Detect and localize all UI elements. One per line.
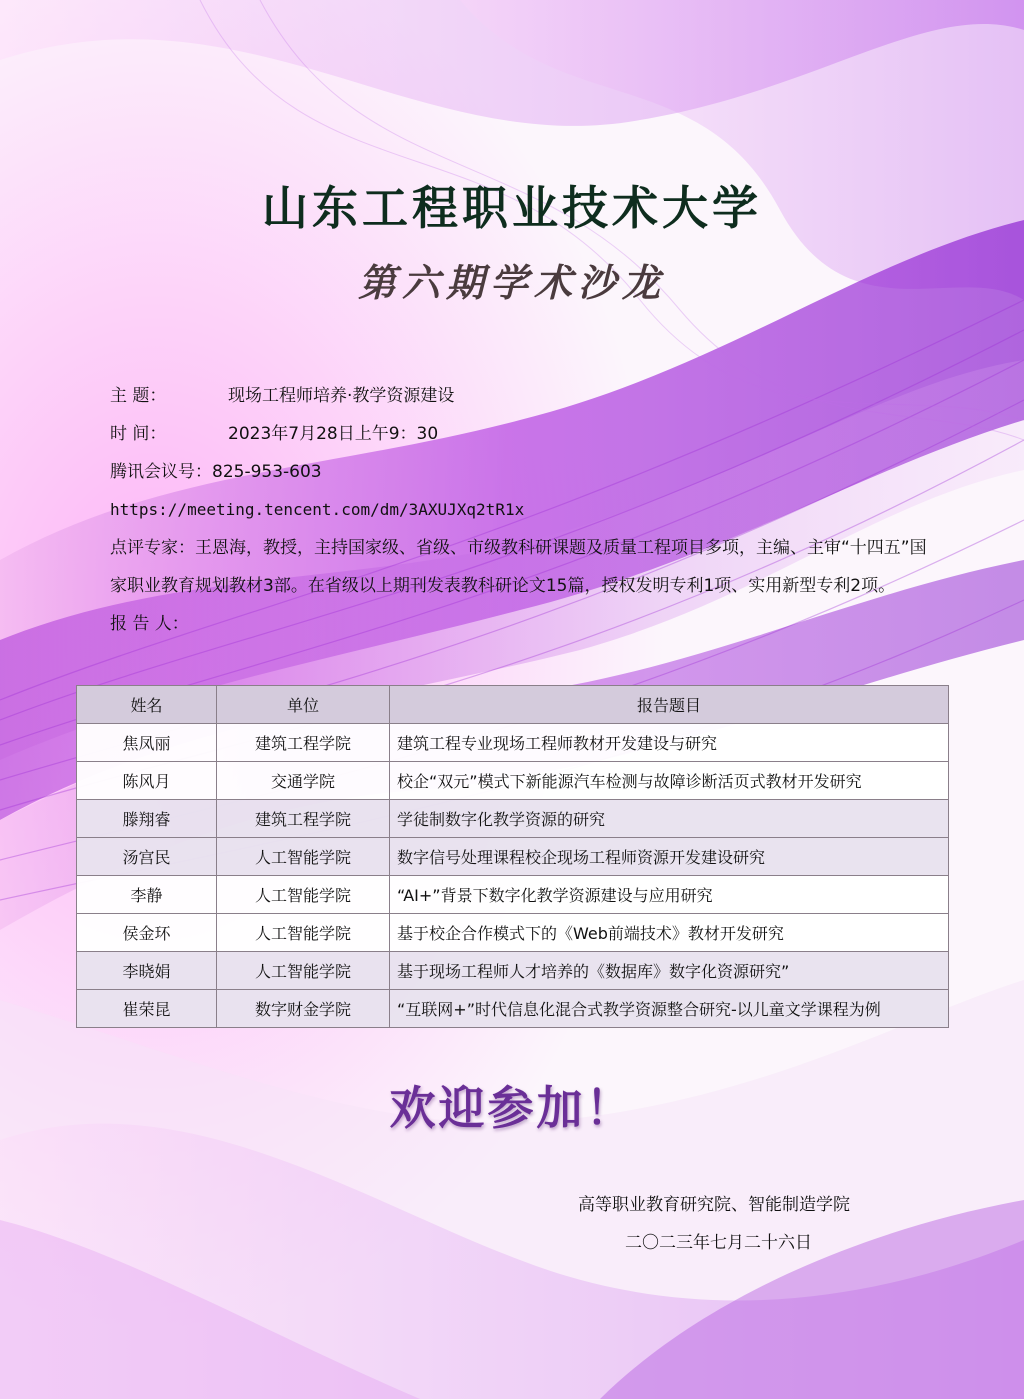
reporter-name: 滕翔睿	[77, 800, 217, 838]
table-row	[77, 838, 949, 876]
event-info	[110, 377, 930, 643]
time-value: 2023年7月28日上午9：30	[228, 424, 439, 444]
topic-line	[110, 377, 930, 415]
reporter-unit: 人工智能学院	[217, 914, 390, 952]
reporter-name: 李晓娟	[77, 952, 217, 990]
issue-date: 二〇二三年七月二十六日	[625, 1233, 812, 1253]
report-topic: “AI+”背景下数字化教学资源建设与应用研究	[390, 876, 949, 914]
reporter-unit: 交通学院	[217, 762, 390, 800]
report-topic: “互联网+”时代信息化混合式教学资源整合研究-以儿童文学课程为例	[390, 990, 949, 1028]
reports-table	[76, 685, 949, 1028]
reporter-name: 李静	[77, 876, 217, 914]
meeting-line	[110, 453, 930, 491]
meeting-url-link[interactable]: https://meeting.tencent.com/dm/3AXUJXq2tR1x	[110, 500, 525, 519]
organizer-text: 高等职业教育研究院、智能制造学院	[578, 1195, 850, 1215]
reporter-name: 侯金环	[77, 914, 217, 952]
reporters-label: 报 告 人：	[110, 614, 189, 634]
reporter-name: 焦凤丽	[77, 724, 217, 762]
table-row	[77, 876, 949, 914]
table-row	[77, 762, 949, 800]
welcome-banner: 欢迎参加！	[389, 1081, 635, 1135]
time-line	[110, 415, 930, 453]
meeting-label: 腾讯会议号：	[110, 462, 212, 482]
salon-subtitle: 第六期学术沙龙	[357, 260, 666, 305]
reporter-name: 陈风月	[77, 762, 217, 800]
report-topic: 基于现场工程师人才培养的《数据库》数字化资源研究”	[390, 952, 949, 990]
table-row	[77, 990, 949, 1028]
reporter-unit: 人工智能学院	[217, 876, 390, 914]
topic-label: 主 题：	[110, 386, 167, 406]
table-row	[77, 800, 949, 838]
table-header-row	[77, 686, 949, 724]
topic-value: 现场工程师培养·教学资源建设	[228, 386, 455, 406]
report-topic: 基于校企合作模式下的《Web前端技术》教材开发研究	[390, 914, 949, 952]
reporter-unit: 建筑工程学院	[217, 800, 390, 838]
meeting-url-line	[110, 491, 930, 529]
report-topic: 校企“双元”模式下新能源汽车检测与故障诊断活页式教材开发研究	[390, 762, 949, 800]
reviewer-paragraph	[110, 529, 930, 605]
column-header-name: 姓名	[77, 686, 217, 724]
reporter-name: 崔荣昆	[77, 990, 217, 1028]
table-row	[77, 952, 949, 990]
reviewer-label: 点评专家：	[110, 538, 195, 558]
reporters-line	[110, 605, 930, 643]
table-row	[77, 914, 949, 952]
reporter-unit: 建筑工程学院	[217, 724, 390, 762]
column-header-unit: 单位	[217, 686, 390, 724]
report-topic: 数字信号处理课程校企现场工程师资源开发建设研究	[390, 838, 949, 876]
report-topic: 学徒制数字化教学资源的研究	[390, 800, 949, 838]
university-title: 山东工程职业技术大学	[262, 181, 762, 235]
reviewer-text: 王恩海，教授，主持国家级、省级、市级教科研课题及质量工程项目多项，主编、主审“十四五”国家职业教育规划教材3部。在省级以上期刊发表教科研论文15篇，授权发明专利1项、实用新型专利2项。	[110, 538, 927, 596]
time-label: 时 间：	[110, 424, 167, 444]
reporter-name: 汤宫民	[77, 838, 217, 876]
reporter-unit: 人工智能学院	[217, 838, 390, 876]
column-header-topic: 报告题目	[390, 686, 949, 724]
meeting-id[interactable]: 825-953-603	[212, 462, 322, 482]
reporter-unit: 人工智能学院	[217, 952, 390, 990]
reporter-unit: 数字财金学院	[217, 990, 390, 1028]
report-topic: 建筑工程专业现场工程师教材开发建设与研究	[390, 724, 949, 762]
table-row	[77, 724, 949, 762]
